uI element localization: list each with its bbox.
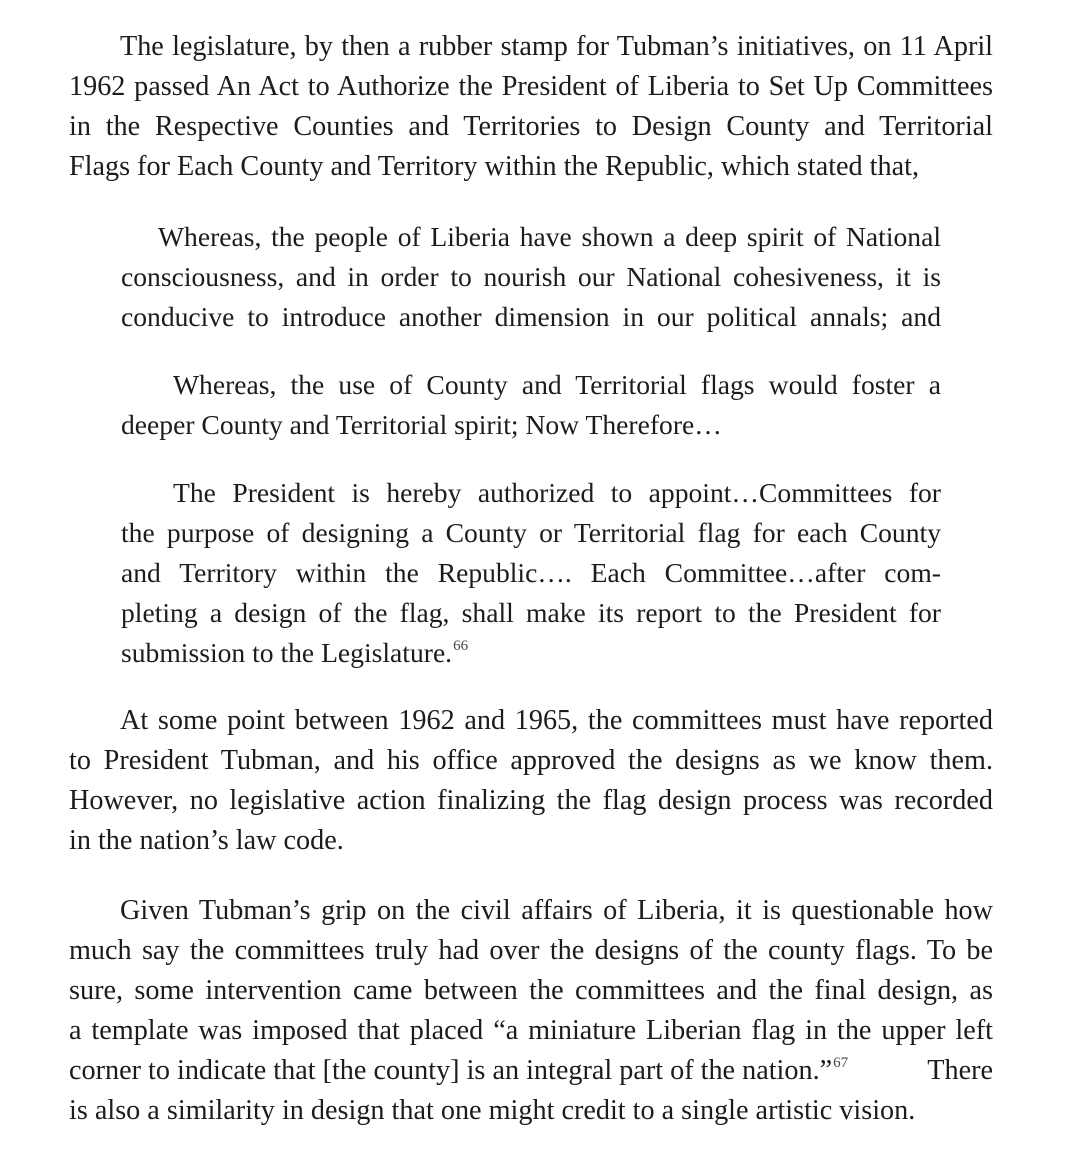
footnote-reference-67[interactable]: 67	[833, 1055, 849, 1071]
quote-line-text: submission to the Legislature.	[121, 637, 453, 668]
text-line: to President Tubman, and his office approved the designs as we know them.	[69, 745, 993, 776]
quote-line: deeper County and Territorial spirit; Now Therefore…	[121, 409, 722, 440]
text-line: 1962 passed An Act to Authorize the President of Liberia to Set Up Committees	[69, 71, 993, 102]
quote-line: and Territory within the Republic…. Each Committee…after com-	[121, 557, 941, 588]
text-line: is also a similarity in design that one might credit to a single artistic vision.	[69, 1095, 916, 1126]
quote-line: The President is hereby authorized to appoint…Committees for	[173, 477, 941, 508]
body-paragraph-legislature-act	[69, 27, 993, 187]
quote-line: consciousness, and in order to nourish our National cohesiveness, it is	[121, 261, 941, 292]
blockquote-president-authorized	[121, 473, 941, 673]
text-line: At some point between 1962 and 1965, the committees must have reported	[120, 705, 993, 736]
quote-line: the purpose of designing a County or Territorial flag for each County	[121, 517, 941, 548]
quote-line: Whereas, the use of County and Territorial flags would foster a	[173, 369, 941, 400]
quote-line: pleting a design of the flag, shall make its report to the President for	[121, 597, 941, 628]
blockquote-whereas-national-consciousness	[121, 217, 941, 337]
text-segment: There	[927, 1055, 993, 1086]
quote-line: conducive to introduce another dimension in our political annals; and	[121, 301, 941, 332]
quote-line-with-footnote	[121, 633, 941, 673]
footnote-reference-66[interactable]: 66	[453, 638, 469, 654]
body-paragraph-tubman-grip	[69, 891, 993, 1131]
quote-line: Whereas, the people of Liberia have shown a deep spirit of National	[158, 221, 941, 252]
text-line: in the nation’s law code.	[69, 825, 344, 856]
text-line: The legislature, by then a rubber stamp for Tubman’s initiatives, on 11 April	[120, 31, 993, 62]
text-line: Given Tubman’s grip on the civil affairs of Liberia, it is questionable how	[120, 895, 993, 926]
text-line: Flags for Each County and Territory within the Republic, which stated that,	[69, 151, 920, 182]
text-line: sure, some intervention came between the committees and the final design, as	[69, 975, 993, 1006]
text-line-part	[69, 1051, 848, 1091]
text-line: a template was imposed that placed “a miniature Liberian flag in the upper left	[69, 1015, 993, 1046]
text-line-with-footnote	[69, 1051, 993, 1091]
text-line: much say the committees truly had over the designs of the county flags. To be	[69, 935, 993, 966]
text-line: However, no legislative action finalizing the flag design process was recorded	[69, 785, 993, 816]
text-segment: corner to indicate that [the county] is an integral part of the nation.”	[69, 1055, 833, 1086]
text-line: in the Respective Counties and Territories to Design County and Territorial	[69, 111, 993, 142]
blockquote-whereas-flags-spirit	[121, 365, 941, 445]
body-paragraph-committees-reported	[69, 701, 993, 861]
